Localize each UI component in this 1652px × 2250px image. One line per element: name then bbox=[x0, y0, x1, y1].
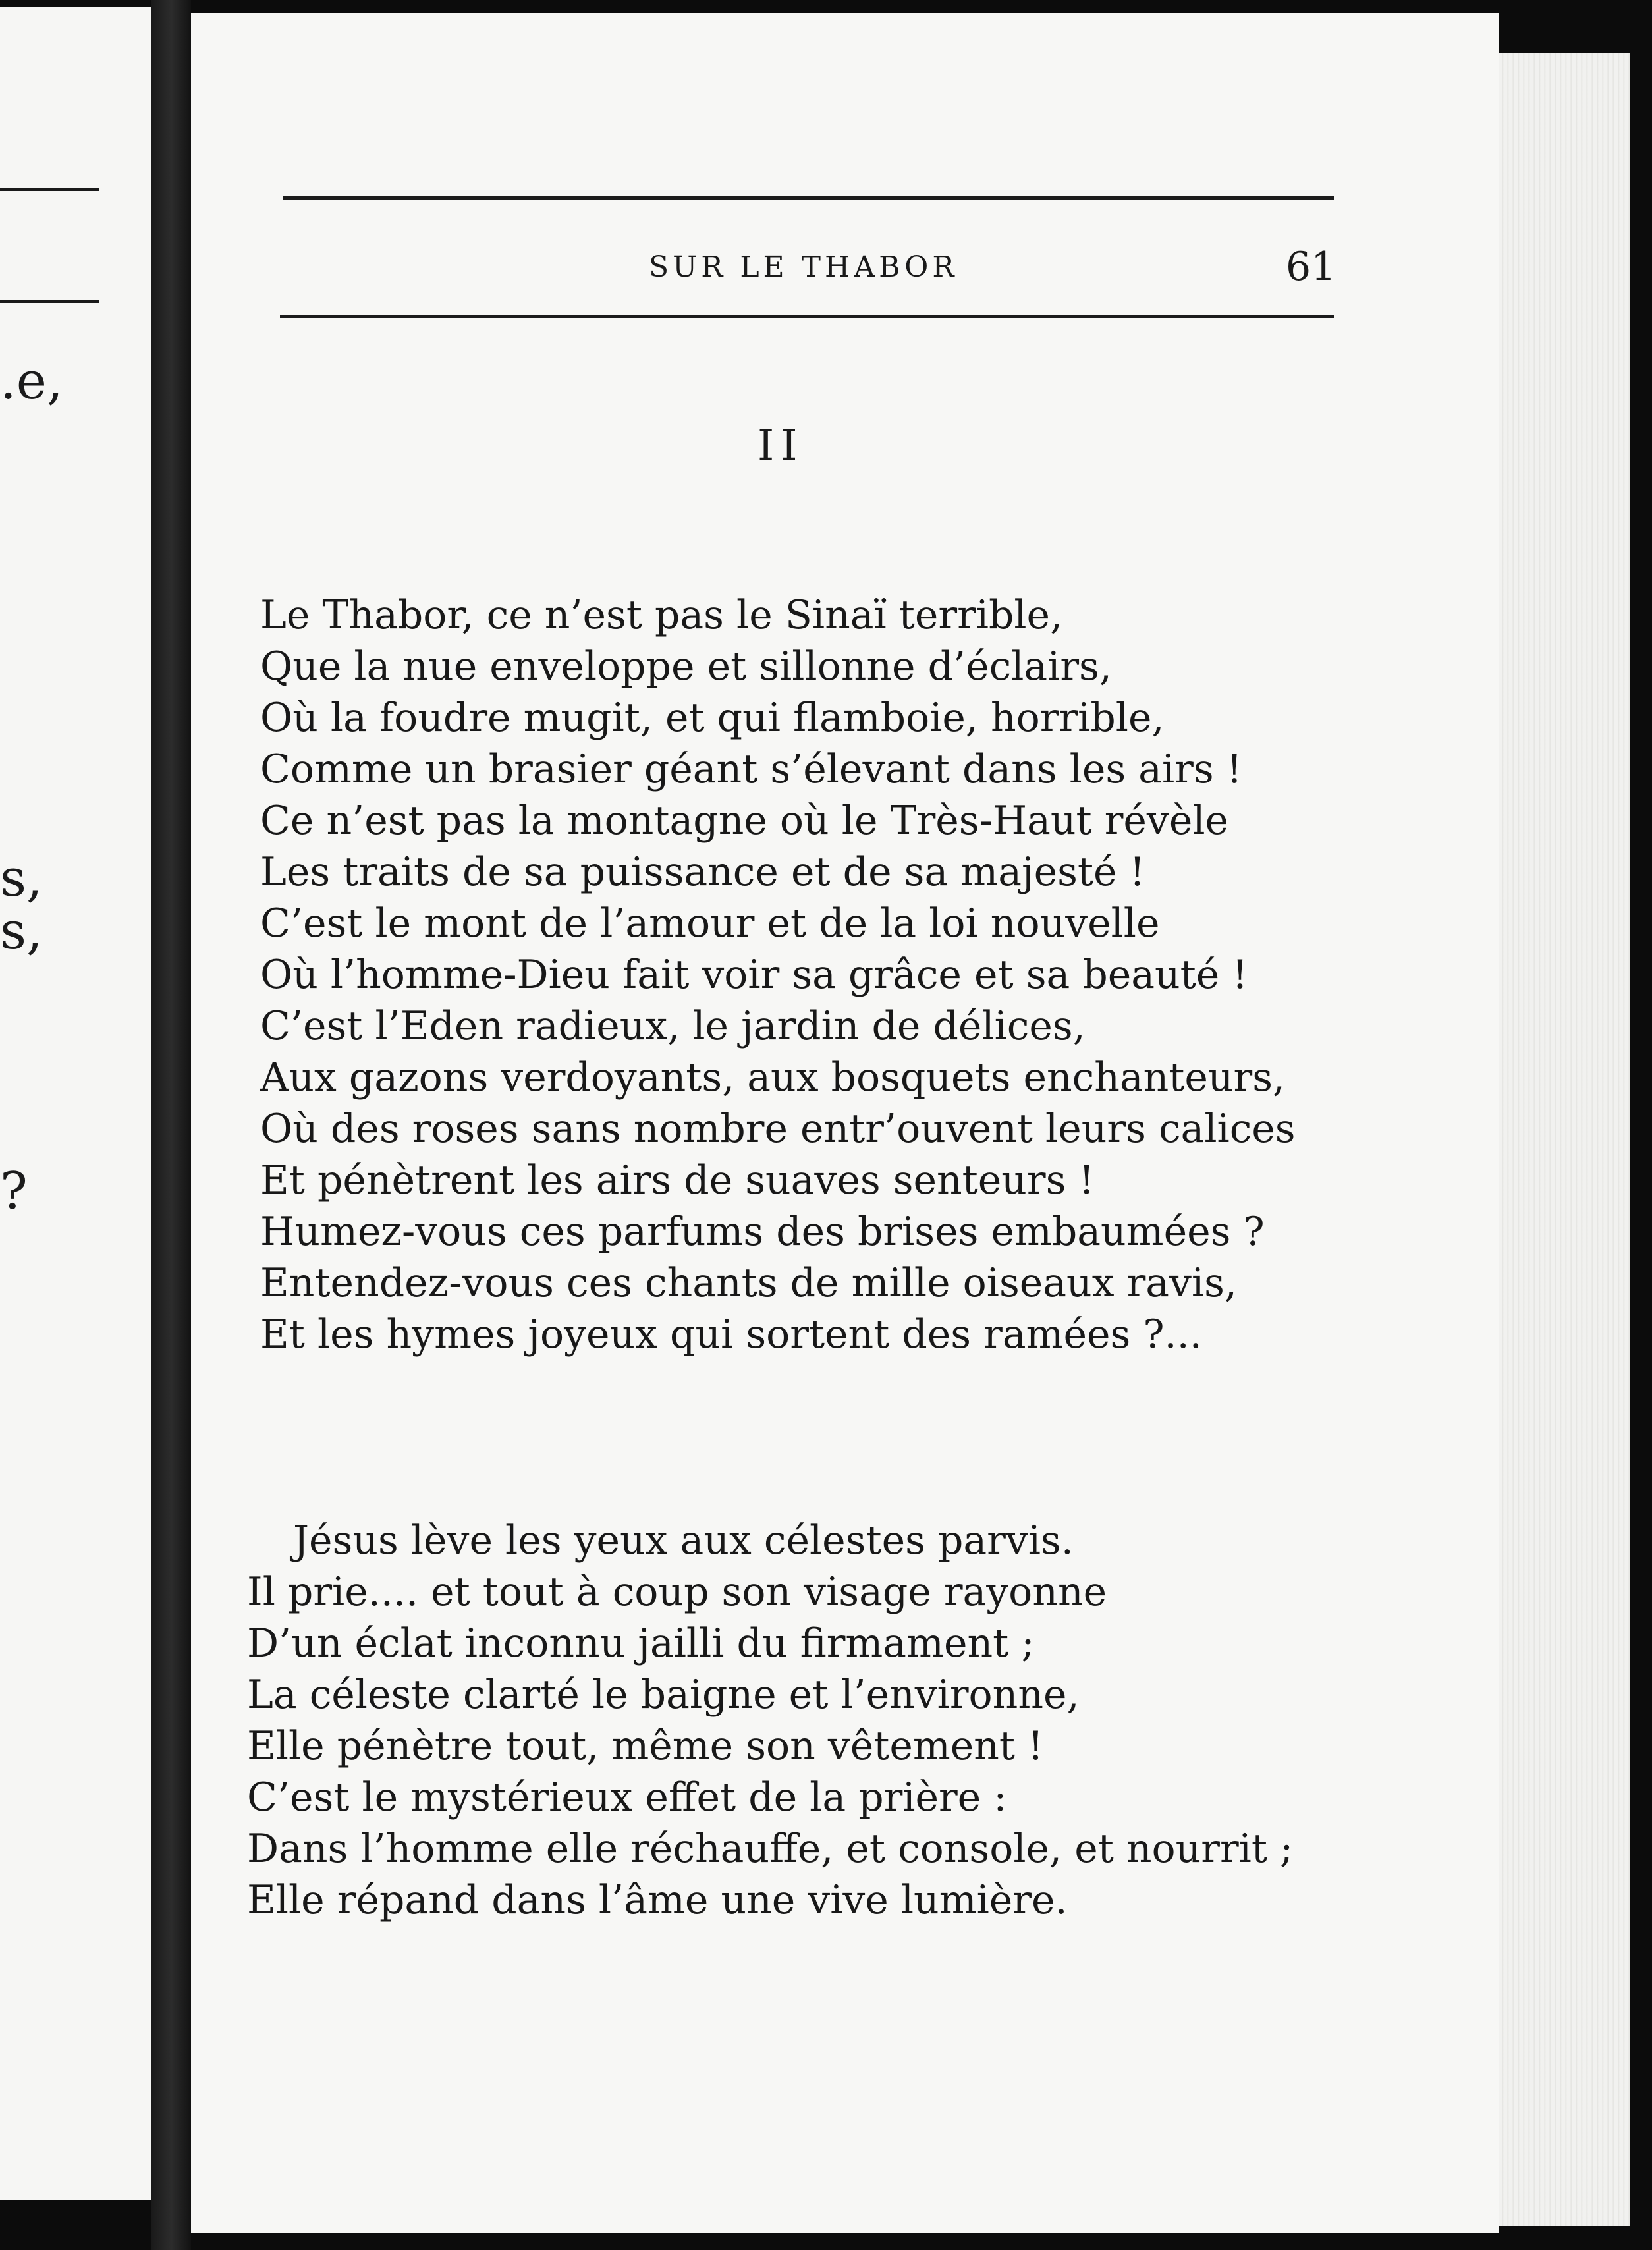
stanza bbox=[260, 590, 1296, 1360]
verse-line: Dans l’homme elle réchauffe, et console, et nourrit ; bbox=[247, 1826, 1294, 1872]
verse-line: C’est le mystérieux effet de la prière : bbox=[247, 1774, 1007, 1821]
page-edges bbox=[1499, 53, 1630, 2226]
stanza bbox=[247, 1515, 1293, 1926]
verse-line: Jésus lève les yeux aux célestes parvis. bbox=[293, 1518, 1074, 1564]
book-gutter bbox=[151, 0, 191, 2250]
verse-line: Et pénètrent les airs de suaves senteurs ! bbox=[260, 1157, 1095, 1203]
left-page-fragment: s, bbox=[0, 902, 43, 961]
verse-line: La céleste clarté le baigne et l’environne, bbox=[247, 1672, 1080, 1718]
left-facing-page bbox=[0, 7, 151, 2200]
verse-line: Où l’homme-Dieu fait voir sa grâce et sa beauté ! bbox=[260, 952, 1248, 998]
section-number: II bbox=[757, 422, 804, 470]
left-page-fragment: .e, bbox=[0, 352, 63, 411]
verse-line: Les traits de sa puissance et de sa majesté ! bbox=[260, 849, 1145, 895]
running-title: SUR LE THABOR bbox=[649, 250, 958, 284]
verse-line: Humez-vous ces parfums des brises embaumées ? bbox=[260, 1209, 1265, 1255]
header-rule-top bbox=[283, 196, 1334, 200]
verse-line: C’est l’Eden radieux, le jardin de délices, bbox=[260, 1003, 1086, 1049]
verse-line: D’un éclat inconnu jailli du firmament ; bbox=[247, 1620, 1035, 1666]
verse-line: Où la foudre mugit, et qui flamboie, horrible, bbox=[260, 695, 1165, 741]
verse-line: Le Thabor, ce n’est pas le Sinaï terrible, bbox=[260, 592, 1063, 638]
verse-line: Elle pénètre tout, même son vêtement ! bbox=[247, 1723, 1044, 1769]
verse-line: Entendez-vous ces chants de mille oiseaux ravis, bbox=[260, 1260, 1238, 1306]
verse-line: Il prie.... et tout à coup son visage rayonne bbox=[247, 1569, 1107, 1615]
left-page-fragment: ? bbox=[0, 1162, 28, 1221]
page-number: 61 bbox=[1286, 244, 1336, 290]
verse-line: Que la nue enveloppe et sillonne d’éclairs, bbox=[260, 644, 1112, 690]
left-page-rule-bottom bbox=[0, 300, 99, 303]
verse-line: C’est le mont de l’amour et de la loi nouvelle bbox=[260, 900, 1160, 947]
left-page-fragment: s, bbox=[0, 849, 43, 908]
verse-line: Ce n’est pas la montagne où le Très-Haut révèle bbox=[260, 798, 1229, 844]
verse-line: Comme un brasier géant s’élevant dans les airs ! bbox=[260, 746, 1242, 792]
verse-line: Elle répand dans l’âme une vive lumière. bbox=[247, 1877, 1068, 1923]
header-rule-bottom bbox=[280, 315, 1334, 318]
verse-line: Où des roses sans nombre entr’ouvent leurs calices bbox=[260, 1106, 1296, 1152]
verse-line: Et les hymes joyeux qui sortent des ramées ?... bbox=[260, 1311, 1202, 1358]
left-page-rule-top bbox=[0, 188, 99, 191]
verse-line: Aux gazons verdoyants, aux bosquets enchanteurs, bbox=[260, 1055, 1286, 1101]
